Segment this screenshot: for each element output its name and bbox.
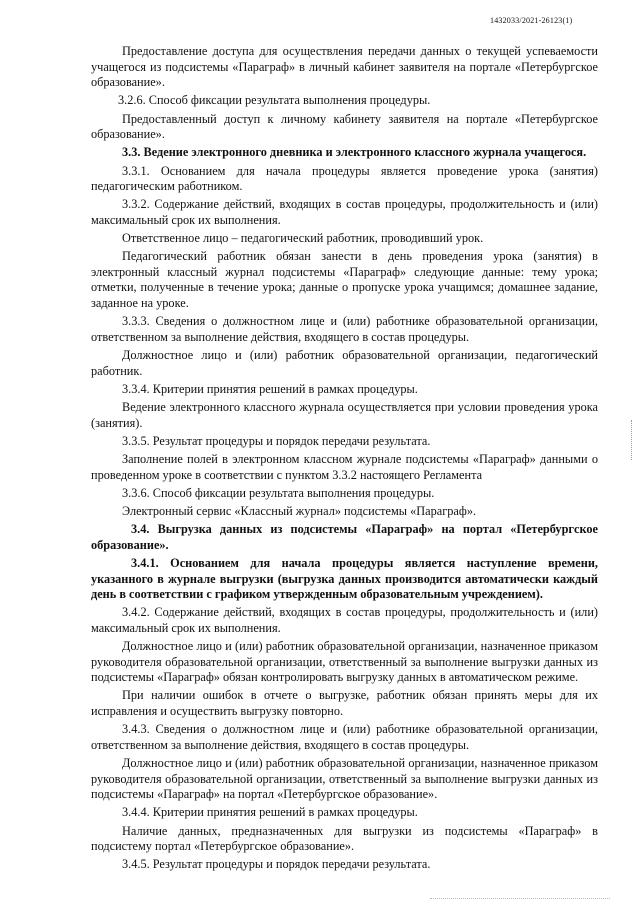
paragraph: Педагогический работник обязан занести в день проведения урока (занятия) в электронный классный журнал подсистемы «Параграф» следующие данные: тему урока; отметки, полученные в течение урока; данные о пропуске урока учащимся; домашнее задание, заданное на уроке.	[91, 249, 598, 311]
section-heading: 3.4.1. Основанием для начала процедуры является наступление времени, указанного в журнале выгрузки (выгрузка данных производится автоматически каждый день в соответствии с графиком утвержденным образовательным учреждением).	[91, 555, 598, 602]
paragraph: Предоставленный доступ к личному кабинету заявителя на портале «Петербургское образование».	[91, 111, 598, 142]
paragraph: 3.3.4. Критерии принятия решений в рамках процедуры.	[122, 381, 418, 396]
paragraph: При наличии ошибок в отчете о выгрузке, работник обязан принять меры для их исправления и осуществить выгрузку повторно.	[91, 688, 598, 719]
paragraph: 3.4.2. Содержание действий, входящих в состав процедуры, продолжительность и (или) максимальный срок их выполнения.	[91, 605, 598, 635]
section-heading: 3.3. Ведение электронного дневника и электронного классного журнала учащегося.	[122, 145, 587, 160]
paragraph: 3.4.3. Сведения о должностном лице и (или) работнике образовательной организации, ответственном за выполнение действия, входящего в состав процедуры.	[91, 722, 598, 752]
paragraph: Ведение электронного классного журнала осуществляется при условии проведения урока (занятия).	[91, 400, 598, 430]
paragraph: Должностное лицо и (или) работник образовательной организации, педагогический работник.	[91, 348, 598, 378]
paragraph: Должностное лицо и (или) работник образовательной организации, назначенное приказом руководителя образовательной организации, ответственный за выполнение выгрузки данных из подсистемы «Параграф» обязан контролировать выгрузку данных в автоматическом режиме.	[91, 639, 598, 685]
paragraph: Предоставление доступа для осуществления передачи данных о текущей успеваемости учащегося из подсистемы «Параграф» в личный кабинет заявителя на портале «Петербургское образование».	[91, 44, 598, 90]
paragraph: 3.4.4. Критерии принятия решений в рамках процедуры.	[122, 805, 418, 820]
document-number: 1432033/2021-26123(1)	[490, 16, 573, 25]
paragraph: 3.3.2. Содержание действий, входящих в состав процедуры, продолжительность и (или) максимальный срок их выполнения.	[91, 197, 598, 227]
section-heading: 3.4. Выгрузка данных из подсистемы «Параграф» на портал «Петербургское образование».	[91, 522, 598, 552]
paragraph: Заполнение полей в электронном классном журнале подсистемы «Параграф» данными о проведенном уроке в соответствии с пунктом 3.3.2 настоящего Регламента	[91, 451, 598, 482]
document-body	[91, 44, 598, 876]
paragraph: 3.3.3. Сведения о должностном лице и (или) работнике образовательной организации, ответственном за выполнение действия, входящего в состав процедуры.	[91, 314, 598, 344]
paragraph: Электронный сервис «Классный журнал» подсистемы «Параграф».	[122, 503, 477, 518]
scan-bottom-artifact	[430, 898, 610, 901]
paragraph: 3.4.5. Результат процедуры и порядок передачи результата.	[122, 857, 431, 872]
scan-margin-artifact	[631, 420, 635, 460]
paragraph: Должностное лицо и (или) работник образовательной организации, назначенное приказом руководителя образовательной организации, ответственный за выполнение выгрузки данных из подсистемы «Параграф» на портал «Петербургское образование».	[91, 756, 598, 802]
paragraph: 3.3.6. Способ фиксации результата выполнения процедуры.	[122, 485, 435, 500]
paragraph: Ответственное лицо – педагогический работник, проводивший урок.	[122, 231, 484, 246]
paragraph: Наличие данных, предназначенных для выгрузки из подсистемы «Параграф» в подсистему портал «Петербургское образование».	[91, 823, 598, 854]
paragraph: 3.3.1. Основанием для начала процедуры является проведение урока (занятия) педагогическим работником.	[91, 163, 598, 194]
paragraph: 3.3.5. Результат процедуры и порядок передачи результата.	[122, 433, 431, 448]
paragraph: 3.2.6. Способ фиксации результата выполнения процедуры.	[118, 93, 431, 108]
